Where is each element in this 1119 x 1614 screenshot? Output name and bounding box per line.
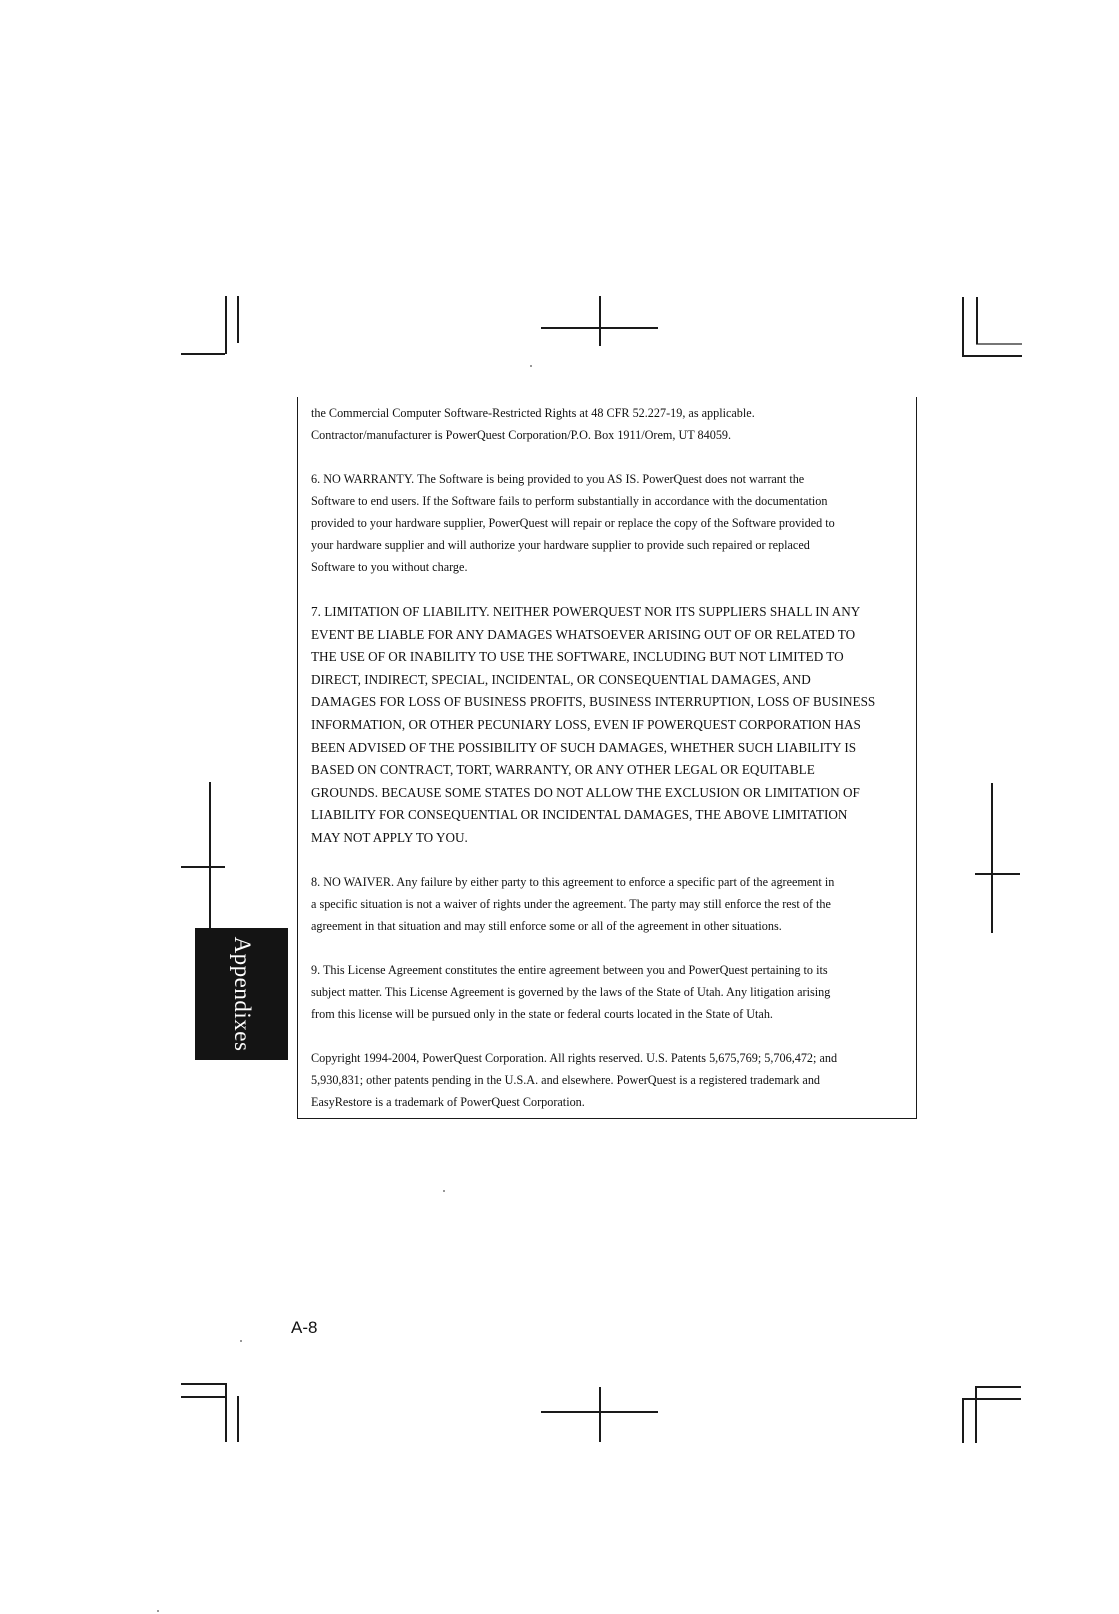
text-line: EasyRestore is a trademark of PowerQuest Corporation. <box>311 1095 585 1109</box>
text-line: 6. NO WARRANTY. The Software is being provided to you AS IS. PowerQuest does not warrant the <box>311 472 805 486</box>
license-text-frame <box>297 397 917 1119</box>
text-line: your hardware supplier and will authorize your hardware supplier to provide such repaired or replaced <box>311 538 810 552</box>
no-warranty-paragraph <box>311 468 911 578</box>
text-line: BEEN ADVISED OF THE POSSIBILITY OF SUCH DAMAGES, WHETHER SUCH LIABILITY IS <box>311 739 857 755</box>
text-line: Copyright 1994-2004, PowerQuest Corporation. All rights reserved. U.S. Patents 5,675,769; 5,706,472; and <box>311 1051 838 1065</box>
text-line: provided to your hardware supplier, PowerQuest will repair or replace the copy of the Software provided to <box>311 516 835 530</box>
text-line: BASED ON CONTRACT, TORT, WARRANTY, OR ANY OTHER LEGAL OR EQUITABLE <box>311 762 815 778</box>
text-line: subject matter. This License Agreement is governed by the laws of the State of Utah. Any litigation arising <box>311 985 831 999</box>
text-line: Software to you without charge. <box>311 560 468 574</box>
text-line: DAMAGES FOR LOSS OF BUSINESS PROFITS, BUSINESS INTERRUPTION, LOSS OF BUSINESS <box>311 694 876 710</box>
text-line: INFORMATION, OR OTHER PECUNIARY LOSS, EVEN IF POWERQUEST CORPORATION HAS <box>311 716 861 732</box>
text-line: GROUNDS. BECAUSE SOME STATES DO NOT ALLOW THE EXCLUSION OR LIMITATION OF <box>311 784 860 800</box>
text-line: 8. NO WAIVER. Any failure by either party to this agreement to enforce a specific part of the agreement in <box>311 875 835 889</box>
text-line: MAY NOT APPLY TO YOU. <box>311 829 468 845</box>
stray-dot <box>443 1190 445 1192</box>
appendixes-tab-label: Appendixes <box>229 936 255 1052</box>
appendixes-side-tab <box>195 928 288 1060</box>
no-waiver-paragraph <box>311 871 911 937</box>
stray-dot <box>530 365 532 367</box>
copyright-paragraph <box>311 1047 911 1113</box>
text-line: LIABILITY FOR CONSEQUENTIAL OR INCIDENTAL DAMAGES, THE ABOVE LIMITATION <box>311 807 848 823</box>
text-line: 9. This License Agreement constitutes the entire agreement between you and PowerQuest pertaining to its <box>311 963 828 977</box>
text-line: Contractor/manufacturer is PowerQuest Corporation/P.O. Box 1911/Orem, UT 84059. <box>311 428 732 442</box>
text-line: 5,930,831; other patents pending in the U.S.A. and elsewhere. PowerQuest is a registered trademark and <box>311 1073 821 1087</box>
text-line: EVENT BE LIABLE FOR ANY DAMAGES WHATSOEVER ARISING OUT OF OR RELATED TO <box>311 626 856 642</box>
text-line: agreement in that situation and may still enforce some or all of the agreement in other situations. <box>311 919 782 933</box>
intro-paragraph <box>311 402 911 446</box>
text-line: 7. LIMITATION OF LIABILITY. NEITHER POWERQUEST NOR ITS SUPPLIERS SHALL IN ANY <box>311 604 861 619</box>
text-line: from this license will be pursued only in the state or federal courts located in the State of Utah. <box>311 1007 773 1021</box>
entire-agreement-paragraph <box>311 959 911 1025</box>
page-number: A-8 <box>291 1318 318 1337</box>
text-line: DIRECT, INDIRECT, SPECIAL, INCIDENTAL, OR CONSEQUENTIAL DAMAGES, AND <box>311 671 811 687</box>
text-line: Software to end users. If the Software fails to perform substantially in accordance with the documentation <box>311 494 828 508</box>
text-line: the Commercial Computer Software-Restricted Rights at 48 CFR 52.227-19, as applicable. <box>311 406 755 420</box>
text-line: a specific situation is not a waiver of rights under the agreement. The party may still enforce the rest of the <box>311 897 831 911</box>
text-line: THE USE OF OR INABILITY TO USE THE SOFTWARE, INCLUDING BUT NOT LIMITED TO <box>311 649 844 665</box>
stray-dot <box>157 1610 159 1612</box>
stray-dot <box>240 1340 242 1342</box>
limitation-of-liability-paragraph <box>311 601 911 850</box>
